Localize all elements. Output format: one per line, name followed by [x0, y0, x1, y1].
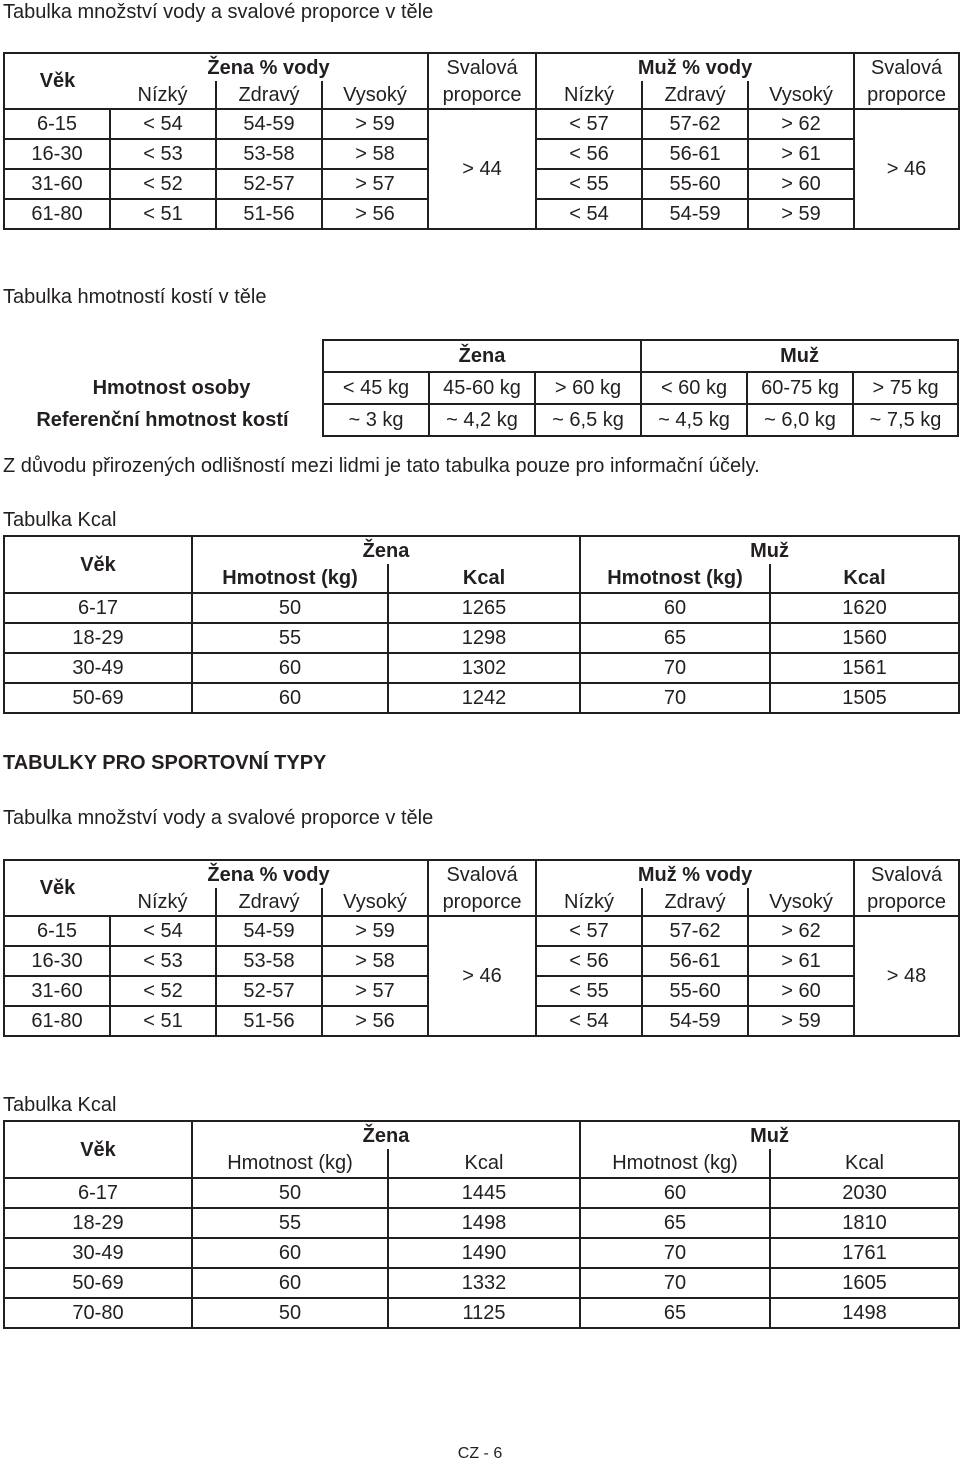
woman-high-cell: > 59 — [322, 109, 428, 139]
bone-cell: ~ 6,5 kg — [535, 404, 641, 436]
weight-cell: > 60 kg — [535, 372, 641, 404]
table-row — [4, 1178, 959, 1208]
kcal-woman-header: Žena — [192, 536, 580, 564]
woman-muscle-header-line2: proporce — [428, 888, 536, 916]
man-kcal-cell: 1561 — [770, 653, 959, 683]
man-weight-cell: 70 — [580, 1238, 770, 1268]
table-row — [4, 1268, 959, 1298]
woman-high-cell: > 57 — [322, 976, 428, 1006]
weight-cell: < 45 kg — [323, 372, 429, 404]
age-cell: 61-80 — [4, 199, 110, 229]
woman-low-cell: < 51 — [110, 199, 216, 229]
woman-weight-cell: 55 — [192, 623, 388, 653]
man-muscle-header-line2: proporce — [854, 888, 959, 916]
woman-weight-cell: 50 — [192, 1298, 388, 1328]
man-low-cell: < 56 — [536, 946, 642, 976]
woman-low-cell: < 53 — [110, 139, 216, 169]
woman-kcal-cell: 1242 — [388, 683, 580, 713]
woman-kcal-cell: 1490 — [388, 1238, 580, 1268]
age-cell: 6-17 — [4, 1178, 192, 1208]
woman-weight-header: Hmotnost (kg) — [192, 1149, 388, 1178]
man-sub-high: Vysoký — [748, 81, 854, 109]
man-kcal-cell: 1560 — [770, 623, 959, 653]
woman-kcal-cell: 1265 — [388, 593, 580, 623]
man-weight-cell: 60 — [580, 1178, 770, 1208]
woman-weight-header: Hmotnost (kg) — [192, 564, 388, 593]
man-kcal-cell: 1605 — [770, 1268, 959, 1298]
woman-high-cell: > 57 — [322, 169, 428, 199]
age-cell: 30-49 — [4, 1238, 192, 1268]
man-sub-high: Vysoký — [748, 888, 854, 916]
water-table-2 — [3, 859, 960, 1037]
age-cell: 6-15 — [4, 109, 110, 139]
weight-cell: > 75 kg — [853, 372, 958, 404]
table-row — [4, 1238, 959, 1268]
man-muscle-value: > 48 — [854, 916, 959, 1036]
woman-sub-low: Nízký — [110, 888, 216, 916]
age-cell: 30-49 — [4, 653, 192, 683]
page-number: CZ - 6 — [457, 1445, 503, 1462]
age-header: Věk — [4, 53, 110, 109]
water-table-2-caption: Tabulka množství vody a svalové proporce v těle — [3, 807, 434, 829]
sport-section-heading: TABULKY PRO SPORTOVNÍ TYPY — [3, 752, 327, 774]
woman-weight-cell: 60 — [192, 1268, 388, 1298]
kcal-age-header: Věk — [4, 536, 192, 593]
woman-high-cell: > 56 — [322, 199, 428, 229]
table-row — [4, 109, 959, 139]
man-high-cell: > 60 — [748, 976, 854, 1006]
woman-kcal-cell: 1498 — [388, 1208, 580, 1238]
weight-cell: 45-60 kg — [429, 372, 535, 404]
man-weight-cell: 65 — [580, 1298, 770, 1328]
woman-kcal-cell: 1298 — [388, 623, 580, 653]
bone-woman-header: Žena — [323, 340, 641, 372]
man-weight-cell: 70 — [580, 1268, 770, 1298]
table-row — [4, 623, 959, 653]
man-kcal-header: Kcal — [770, 564, 959, 593]
woman-low-cell: < 54 — [110, 916, 216, 946]
man-kcal-cell: 1810 — [770, 1208, 959, 1238]
man-muscle-header-line1: Svalová — [854, 860, 959, 888]
man-healthy-cell: 55-60 — [642, 169, 748, 199]
man-kcal-cell: 2030 — [770, 1178, 959, 1208]
woman-water-header: Žena % vody — [110, 53, 428, 81]
man-healthy-cell: 54-59 — [642, 1006, 748, 1036]
bone-row — [3, 404, 958, 436]
weight-cell: 60-75 kg — [747, 372, 853, 404]
woman-healthy-cell: 53-58 — [216, 946, 322, 976]
man-low-cell: < 56 — [536, 139, 642, 169]
woman-low-cell: < 52 — [110, 976, 216, 1006]
woman-kcal-cell: 1302 — [388, 653, 580, 683]
water-table-1 — [3, 52, 960, 230]
age-cell: 18-29 — [4, 623, 192, 653]
man-kcal-cell: 1505 — [770, 683, 959, 713]
woman-weight-cell: 50 — [192, 593, 388, 623]
woman-healthy-cell: 51-56 — [216, 199, 322, 229]
kcal-man-header: Muž — [580, 1121, 959, 1149]
man-high-cell: > 62 — [748, 109, 854, 139]
woman-muscle-header-line1: Svalová — [428, 860, 536, 888]
woman-weight-cell: 60 — [192, 683, 388, 713]
woman-kcal-header: Kcal — [388, 1149, 580, 1178]
table-row — [4, 593, 959, 623]
man-low-cell: < 54 — [536, 1006, 642, 1036]
kcal-table-1 — [3, 535, 960, 714]
age-header: Věk — [4, 860, 110, 916]
woman-healthy-cell: 52-57 — [216, 169, 322, 199]
man-weight-cell: 60 — [580, 593, 770, 623]
age-cell: 18-29 — [4, 1208, 192, 1238]
woman-low-cell: < 54 — [110, 109, 216, 139]
woman-muscle-value: > 44 — [428, 109, 536, 229]
age-cell: 16-30 — [4, 946, 110, 976]
man-sub-healthy: Zdravý — [642, 81, 748, 109]
woman-high-cell: > 56 — [322, 1006, 428, 1036]
man-healthy-cell: 55-60 — [642, 976, 748, 1006]
woman-sub-high: Vysoký — [322, 888, 428, 916]
man-healthy-cell: 56-61 — [642, 946, 748, 976]
age-cell: 61-80 — [4, 1006, 110, 1036]
woman-sub-high: Vysoký — [322, 81, 428, 109]
table-row — [4, 916, 959, 946]
man-high-cell: > 60 — [748, 169, 854, 199]
man-low-cell: < 57 — [536, 109, 642, 139]
woman-sub-healthy: Zdravý — [216, 888, 322, 916]
bone-man-header: Muž — [641, 340, 958, 372]
bone-row-label: Referenční hmotnost kostí — [3, 404, 323, 436]
woman-kcal-header: Kcal — [388, 564, 580, 593]
kcal-table-2-caption: Tabulka Kcal — [3, 1094, 117, 1116]
age-cell: 70-80 — [4, 1298, 192, 1328]
woman-weight-cell: 55 — [192, 1208, 388, 1238]
kcal-woman-header: Žena — [192, 1121, 580, 1149]
bone-cell: ~ 4,2 kg — [429, 404, 535, 436]
man-weight-header: Hmotnost (kg) — [580, 564, 770, 593]
woman-high-cell: > 58 — [322, 139, 428, 169]
kcal-table-2 — [3, 1120, 960, 1329]
man-water-header: Muž % vody — [536, 860, 854, 888]
age-cell: 16-30 — [4, 139, 110, 169]
age-cell: 50-69 — [4, 683, 192, 713]
woman-healthy-cell: 51-56 — [216, 1006, 322, 1036]
man-sub-low: Nízký — [536, 888, 642, 916]
man-muscle-header-line1: Svalová — [854, 53, 959, 81]
man-water-header: Muž % vody — [536, 53, 854, 81]
woman-healthy-cell: 54-59 — [216, 109, 322, 139]
man-sub-healthy: Zdravý — [642, 888, 748, 916]
bone-table-caption: Tabulka hmotností kostí v těle — [3, 286, 267, 308]
woman-muscle-header-line2: proporce — [428, 81, 536, 109]
table-row — [4, 683, 959, 713]
man-kcal-cell: 1761 — [770, 1238, 959, 1268]
man-high-cell: > 62 — [748, 916, 854, 946]
man-weight-cell: 65 — [580, 623, 770, 653]
water-table-1-caption: Tabulka množství vody a svalové proporce v těle — [3, 1, 434, 23]
man-healthy-cell: 56-61 — [642, 139, 748, 169]
kcal-table-1-caption: Tabulka Kcal — [3, 509, 117, 531]
table-row — [4, 1298, 959, 1328]
woman-muscle-value: > 46 — [428, 916, 536, 1036]
bone-table — [3, 339, 959, 437]
man-kcal-cell: 1620 — [770, 593, 959, 623]
woman-low-cell: < 52 — [110, 169, 216, 199]
woman-high-cell: > 59 — [322, 916, 428, 946]
age-cell: 31-60 — [4, 976, 110, 1006]
weight-row — [3, 372, 958, 404]
man-low-cell: < 55 — [536, 169, 642, 199]
man-high-cell: > 59 — [748, 1006, 854, 1036]
woman-healthy-cell: 53-58 — [216, 139, 322, 169]
age-cell: 50-69 — [4, 1268, 192, 1298]
bone-cell: ~ 4,5 kg — [641, 404, 747, 436]
woman-high-cell: > 58 — [322, 946, 428, 976]
table-row — [4, 653, 959, 683]
man-muscle-value: > 46 — [854, 109, 959, 229]
age-cell: 31-60 — [4, 169, 110, 199]
man-weight-cell: 65 — [580, 1208, 770, 1238]
man-low-cell: < 54 — [536, 199, 642, 229]
bone-table-corner — [3, 340, 323, 372]
man-high-cell: > 61 — [748, 139, 854, 169]
man-weight-cell: 70 — [580, 683, 770, 713]
woman-muscle-header-line1: Svalová — [428, 53, 536, 81]
woman-kcal-cell: 1445 — [388, 1178, 580, 1208]
woman-sub-low: Nízký — [110, 81, 216, 109]
kcal-age-header: Věk — [4, 1121, 192, 1178]
woman-healthy-cell: 54-59 — [216, 916, 322, 946]
bone-cell: ~ 6,0 kg — [747, 404, 853, 436]
man-weight-cell: 70 — [580, 653, 770, 683]
man-weight-header: Hmotnost (kg) — [580, 1149, 770, 1178]
age-cell: 6-17 — [4, 593, 192, 623]
weight-cell: < 60 kg — [641, 372, 747, 404]
woman-weight-cell: 50 — [192, 1178, 388, 1208]
man-sub-low: Nízký — [536, 81, 642, 109]
woman-kcal-cell: 1125 — [388, 1298, 580, 1328]
table-row — [4, 1208, 959, 1238]
woman-kcal-cell: 1332 — [388, 1268, 580, 1298]
man-low-cell: < 55 — [536, 976, 642, 1006]
man-healthy-cell: 57-62 — [642, 916, 748, 946]
bone-cell: ~ 7,5 kg — [853, 404, 958, 436]
woman-weight-cell: 60 — [192, 1238, 388, 1268]
woman-low-cell: < 51 — [110, 1006, 216, 1036]
man-high-cell: > 61 — [748, 946, 854, 976]
woman-water-header: Žena % vody — [110, 860, 428, 888]
woman-healthy-cell: 52-57 — [216, 976, 322, 1006]
man-kcal-header: Kcal — [770, 1149, 959, 1178]
woman-sub-healthy: Zdravý — [216, 81, 322, 109]
woman-low-cell: < 53 — [110, 946, 216, 976]
kcal-man-header: Muž — [580, 536, 959, 564]
man-healthy-cell: 54-59 — [642, 199, 748, 229]
age-cell: 6-15 — [4, 916, 110, 946]
man-kcal-cell: 1498 — [770, 1298, 959, 1328]
weight-row-label: Hmotnost osoby — [3, 372, 323, 404]
woman-weight-cell: 60 — [192, 653, 388, 683]
man-high-cell: > 59 — [748, 199, 854, 229]
bone-cell: ~ 3 kg — [323, 404, 429, 436]
bone-table-note: Z důvodu přirozených odlišností mezi lidmi je tato tabulka pouze pro informační účely. — [3, 455, 760, 477]
man-low-cell: < 57 — [536, 916, 642, 946]
man-healthy-cell: 57-62 — [642, 109, 748, 139]
man-muscle-header-line2: proporce — [854, 81, 959, 109]
